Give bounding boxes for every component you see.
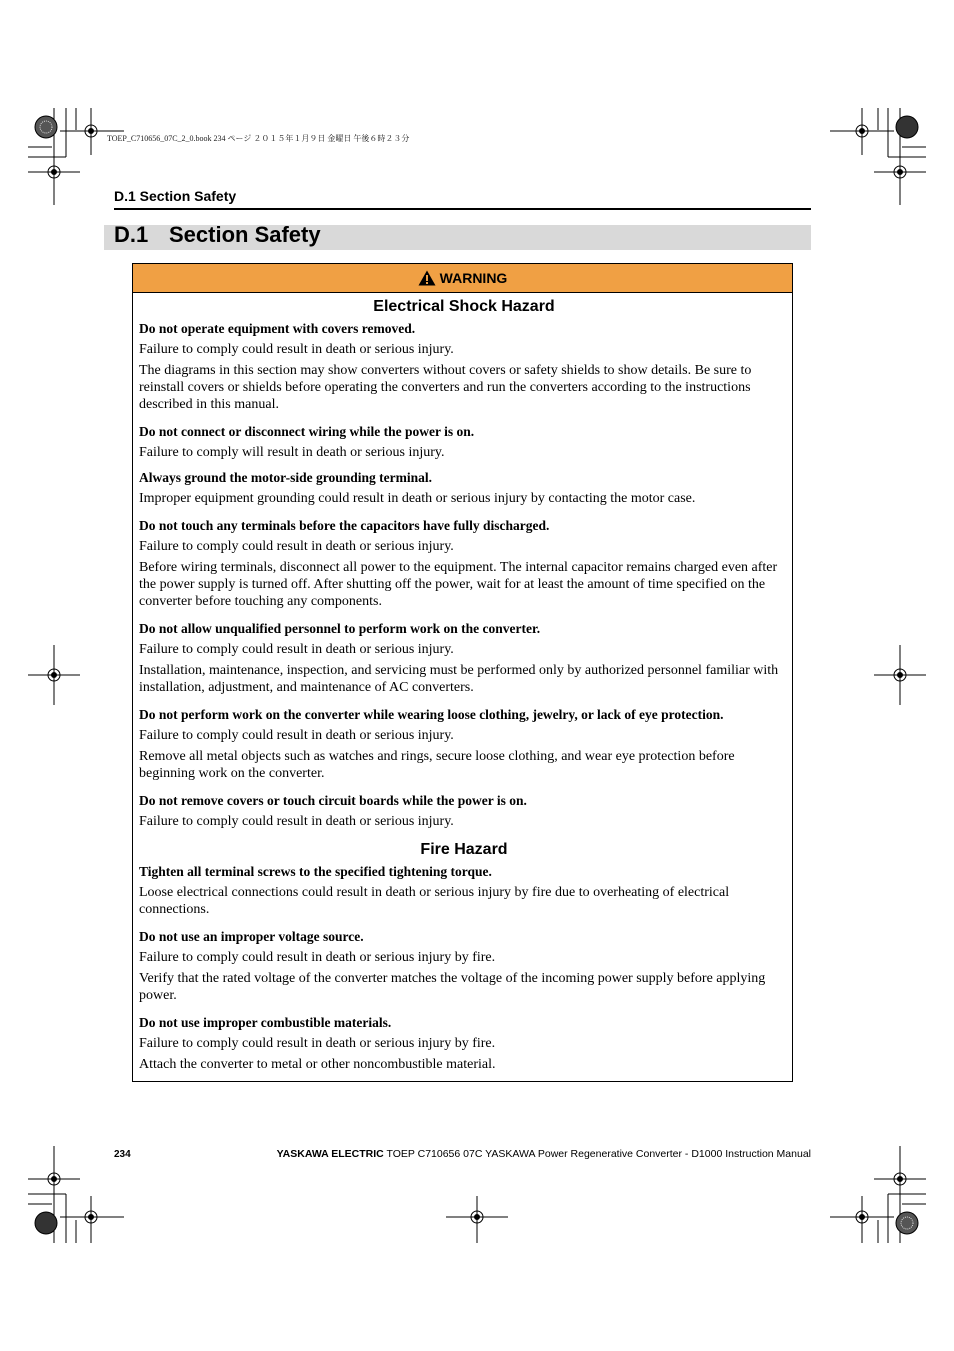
running-head: D.1 Section Safety (114, 188, 237, 204)
page-number: 234 (114, 1149, 131, 1160)
hazard-statement: Do not remove covers or touch circuit boards while the power is on. (139, 793, 527, 808)
warning-content (139, 294, 789, 1073)
consequence-text: Failure to comply could result in death or serious injury by fire. (139, 1036, 496, 1051)
consequence-text: Failure to comply could result in death or serious injury. (139, 642, 454, 657)
consequence-text: Failure to comply could result in death or serious injury by fire. (139, 950, 496, 965)
hazard-statement: Do not use improper combustible materials. (139, 1015, 392, 1030)
warning-box (132, 263, 793, 1082)
warning-header (133, 264, 792, 293)
footer-doc-title: TOEP C710656 07C YASKAWA Power Regenerative Converter - D1000 Instruction Manual (383, 1148, 811, 1160)
hazard-statement: Do not connect or disconnect wiring while the power is on. (139, 424, 475, 439)
consequence-text: Failure to comply could result in death or serious injury. (139, 539, 454, 554)
instruction-text: Before wiring terminals, disconnect all power to the equipment. The internal capacitor remains charged even after the power supply is turned off. After shutting off the power, wait for at least the amount of time specified on the converter before touching any components. (139, 560, 778, 609)
hazard-statement: Do not operate equipment with covers removed. (139, 321, 416, 336)
electrical-heading: Electrical Shock Hazard (373, 298, 555, 315)
section-title-text: Section Safety (169, 222, 321, 247)
instruction-text: Installation, maintenance, inspection, and servicing must be performed only by authorized personnel familiar with installation, adjustment, and maintenance of AC converters. (139, 663, 779, 695)
footer-manual-title (277, 1148, 811, 1160)
hazard-statement: Tighten all terminal screws to the specified tightening torque. (139, 864, 492, 879)
instruction-text: The diagrams in this section may show converters without covers or safety shields to show details. Be sure to reinstall covers or shields before operating the converters and run the converters according to the instructions described in this manual. (139, 363, 752, 412)
consequence-text: Failure to comply could result in death or serious injury. (139, 814, 454, 829)
section-title (114, 222, 321, 248)
hazard-statement: Do not use an improper voltage source. (139, 929, 364, 944)
consequence-text: Loose electrical connections could result in death or serious injury by fire due to overheating of electrical connections. (139, 885, 730, 917)
consequence-text: Improper equipment grounding could result in death or serious injury by contacting the motor case. (139, 491, 696, 506)
warning-label: WARNING (439, 270, 508, 286)
instruction-text: Attach the converter to metal or other noncombustible material. (139, 1057, 496, 1072)
fire-heading: Fire Hazard (420, 841, 508, 858)
consequence-text: Failure to comply could result in death or serious injury. (139, 728, 454, 743)
hazard-statement: Always ground the motor-side grounding terminal. (139, 470, 433, 485)
footer-brand: YASKAWA ELECTRIC (276, 1148, 384, 1160)
hazard-statement: Do not allow unqualified personnel to perform work on the converter. (139, 621, 541, 636)
hazard-statement: Do not touch any terminals before the capacitors have fully discharged. (139, 518, 550, 533)
header-rule (114, 208, 811, 210)
warning-triangle-icon (418, 270, 436, 286)
section-number: D.1 (114, 222, 149, 247)
instruction-text: Verify that the rated voltage of the converter matches the voltage of the incoming power supply before applying power. (139, 971, 766, 1003)
consequence-text: Failure to comply could result in death or serious injury. (139, 342, 454, 357)
book-file-line: TOEP_C710656_07C_2_0.book 234 ページ ２０１５年１月９日 金曜日 午後６時２３分 (107, 134, 410, 143)
instruction-text: Remove all metal objects such as watches and rings, secure loose clothing, and wear eye protection before beginning work on the converter. (139, 749, 735, 781)
consequence-text: Failure to comply will result in death or serious injury. (139, 445, 445, 460)
hazard-statement: Do not perform work on the converter while wearing loose clothing, jewelry, or lack of eye protection. (139, 707, 724, 722)
